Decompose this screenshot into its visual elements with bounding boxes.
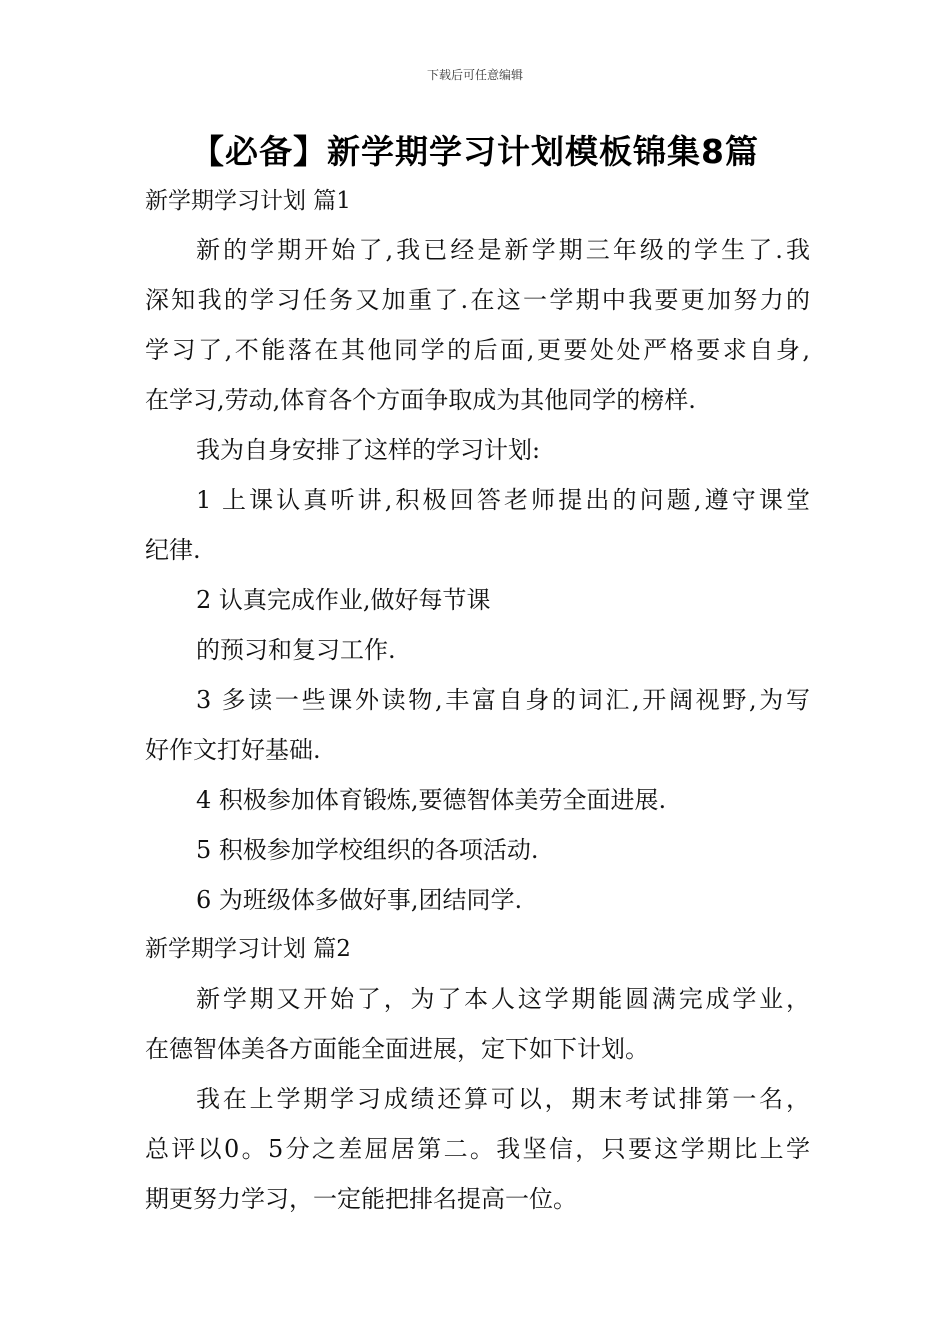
- paragraph-line: 期更努力学习，一定能把排名提高一位。: [145, 1185, 577, 1213]
- list-item-line: 纪律.: [145, 536, 201, 564]
- list-item-line: 2 认真完成作业,做好每节课: [196, 586, 491, 614]
- paragraph-line: 在德智体美各方面能全面进展，定下如下计划。: [145, 1035, 649, 1063]
- list-item-line: 4 积极参加体育锻炼,要德智体美劳全面进展.: [196, 786, 667, 814]
- paragraph-line: 我在上学期学习成绩还算可以，期末考试排第一名，: [196, 1085, 810, 1113]
- paragraph-line: 新学期又开始了，为了本人这学期能圆满完成学业，: [196, 985, 810, 1013]
- paragraph-line: 总评以0。5分之差屈居第二。我坚信，只要这学期比上学: [145, 1135, 810, 1163]
- paragraph-line: 学习了,不能落在其他同学的后面,更要处处严格要求自身,: [145, 336, 810, 364]
- section-heading: 新学期学习计划 篇2: [145, 936, 351, 962]
- header-note: 下载后可任意编辑: [426, 68, 523, 82]
- list-item-line: 6 为班级体多做好事,团结同学.: [196, 886, 523, 914]
- list-item-line: 3 多读一些课外读物,丰富自身的词汇,开阔视野,为写: [196, 686, 810, 714]
- section-heading: 新学期学习计划 篇1: [145, 188, 351, 214]
- list-item-line: 的预习和复习工作.: [196, 636, 396, 664]
- list-item-line: 1 上课认真听讲,积极回答老师提出的问题,遵守课堂: [196, 486, 810, 514]
- paragraph-line: 新的学期开始了,我已经是新学期三年级的学生了.我: [196, 236, 810, 264]
- list-item-line: 5 积极参加学校组织的各项活动.: [196, 836, 539, 864]
- paragraph-line: 在学习,劳动,体育各个方面争取成为其他同学的榜样.: [145, 386, 696, 414]
- list-item-line: 好作文打好基础.: [145, 736, 321, 764]
- paragraph-line: 深知我的学习任务又加重了.在这一学期中我要更加努力的: [145, 286, 810, 314]
- document-title: 【必备】新学期学习计划模板锦集8篇: [191, 132, 759, 171]
- paragraph-line: 我为自身安排了这样的学习计划:: [196, 436, 541, 464]
